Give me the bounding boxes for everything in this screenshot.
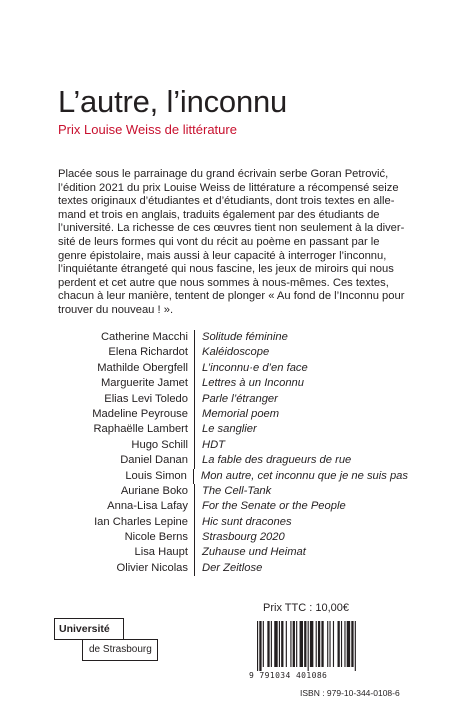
contents-author: Daniel Danan [58,453,195,468]
contents-author: Catherine Macchi [58,330,195,345]
blurb-line: genre épistolaire, mais aussi à leur capacité à interroger l’inconnu, [58,249,387,262]
barcode-bar [296,621,297,667]
blurb-line: l’inquiétante étrangeté qui nous fascine, les jeux de miroirs qui nous [58,263,394,276]
contents-work-title: Kaléidoscope [202,346,270,359]
contents-work-title: Hic sunt dracones [202,515,292,528]
logo-top-word: Université [54,618,124,640]
contents-work-title: For the Senate or the People [202,500,346,513]
contents-author: Raphaëlle Lambert [58,422,195,437]
contents-row [58,561,408,576]
barcode-bar [267,621,269,667]
blurb-line: l’édition 2021 du prix Louise Weiss de littérature a récompensé seize [58,181,399,194]
contents-author: Ian Charles Lepine [58,515,195,530]
contents-work-title: L’inconnu·e d’en face [202,361,308,374]
barcode-bar [279,621,280,667]
contents-author: Marguerite Jamet [58,376,195,391]
barcode-bar [271,621,272,667]
blurb-line: perdent et cet autre que nous sommes à nous-mêmes. Ces textes, [58,276,389,289]
contents-work-title: Memorial poem [202,407,280,420]
contents-author: Auriane Boko [58,484,195,499]
barcode-bar [310,621,313,667]
contents-row [58,345,408,360]
barcode-bar [290,621,291,667]
barcode-bar [293,621,295,667]
barcode-bars [249,621,401,671]
back-cover-blurb [58,168,403,318]
barcode-bar [338,621,340,667]
barcode-bar [347,621,350,667]
contents-work-title: Le sanglier [202,423,257,436]
contents-work-title: Zuhause und Heimat [202,546,306,559]
book-subtitle: Prix Louise Weiss de littérature [58,122,237,137]
barcode-bar [257,621,258,671]
contents-author: Lisa Haupt [58,545,195,560]
barcode-bar [318,621,320,667]
contents-list [58,330,408,576]
barcode-bar [344,621,345,667]
blurb-line: trouver du nouveau ! ». [58,303,174,316]
barcode [249,621,401,684]
blurb-line: l’université. La richesse de ces œuvres tient non seulement à la diver- [58,222,405,235]
contents-row [58,499,408,514]
contents-row [58,407,408,422]
blurb-line: chacun à leur manière, tentent de plonger « Au fond de l’Inconnu pour [58,290,405,303]
book-title: L’autre, l’inconnu [58,84,288,119]
contents-author: Mathilde Obergfell [58,361,195,376]
contents-work-title: Parle l’étranger [202,392,278,405]
contents-author: Elena Richardot [58,345,195,360]
contents-row [58,484,408,499]
contents-work-title: Mon autre, cet inconnu que je ne suis pas [200,469,408,482]
barcode-bar [259,621,261,671]
contents-row [58,453,408,468]
contents-work-title: La fable des dragueurs de rue [202,454,352,467]
contents-work-title: Solitude féminine [202,331,288,343]
barcode-bar [308,621,309,671]
contents-author: Elias Levi Toledo [58,392,195,407]
blurb-line: sité de leurs formes qui vont du récit au poème en passant par le [58,235,380,248]
barcode-digits: 9 791034 401086 [249,671,328,680]
logo-bottom-word: de Strasbourg [82,639,158,661]
barcode-bar [351,621,353,667]
contents-work-title: HDT [202,438,225,451]
barcode-bar [304,621,306,667]
blurb-line: Placée sous le parrainage du grand écrivain serbe Goran Petrović, [58,168,389,180]
contents-row [58,469,408,484]
blurb-line: mand et trois en anglais, traduits également par des étudiants de [58,208,380,221]
barcode-bar [281,621,283,667]
contents-work-title: Strasbourg 2020 [202,531,285,544]
barcode-bar [274,621,277,667]
barcode-bar [327,621,328,667]
contents-row [58,376,408,391]
contents-author: Anna-Lisa Lafay [58,499,195,514]
barcode-bar [300,621,303,667]
university-logo [54,618,158,662]
contents-author: Madeline Peyrouse [58,407,195,422]
barcode-bar [321,621,323,667]
contents-row [58,392,408,407]
contents-row [58,330,408,345]
contents-work-title: Der Zeitlose [202,561,263,574]
contents-row [58,438,408,453]
barcode-bar [355,621,356,671]
barcode-bar [263,621,264,667]
isbn-label: ISBN : 979-10-344-0108-6 [300,688,400,698]
barcode-bar [333,621,334,667]
contents-row [58,422,408,437]
contents-author: Louis Simon [58,469,194,484]
contents-author: Nicole Berns [58,530,195,545]
contents-row [58,530,408,545]
contents-row [58,361,408,376]
barcode-bar [341,621,342,667]
barcode-bar [329,621,330,667]
contents-work-title: The Cell-Tank [202,484,272,497]
barcode-bar [286,621,287,667]
contents-author: Olivier Nicolas [58,561,195,576]
contents-work-title: Lettres à un Inconnu [202,377,305,390]
contents-author: Hugo Schill [58,438,195,453]
barcode-bar [316,621,317,667]
blurb-line: textes originaux d’étudiantes et d’étudiants, dont trois textes en alle- [58,195,395,208]
contents-row [58,545,408,560]
contents-row [58,515,408,530]
price-label: Prix TTC : 10,00€ [263,602,349,614]
